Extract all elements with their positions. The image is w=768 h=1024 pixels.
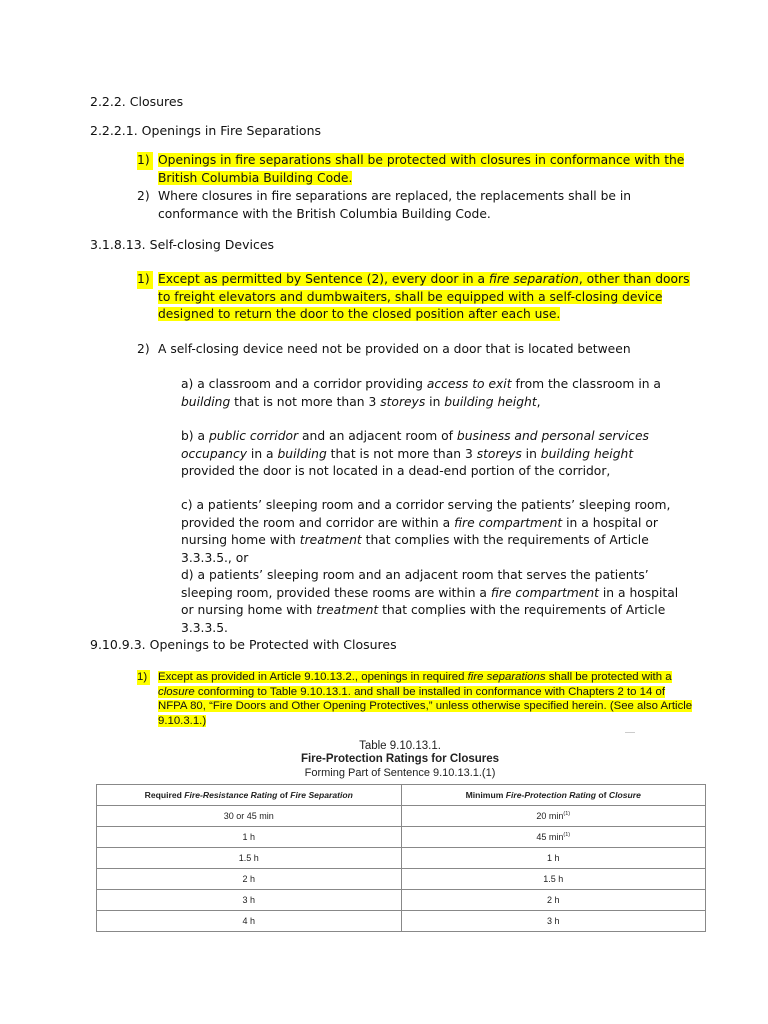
heading-closures: 2.2.2. Closures (90, 94, 184, 109)
table-title: Fire-Protection Ratings for Closures (300, 753, 500, 765)
sentence-text: A self-closing device need not be provided on a door that is located between (158, 342, 631, 356)
minimum-rating-cell: 2 h (401, 890, 706, 911)
sentence-number: 2) (137, 189, 150, 203)
heading-self-closing-devices: 3.1.8.13. Self-closing Devices (90, 237, 275, 252)
table-row (97, 827, 706, 848)
clause-c: c) a patients’ sleeping room and a corridor serving the patients’ sleeping room, provided the room and corridor are within a fire compartment in a hospital or nursing home with treatment that complies with the requirements of Article 3.3.3.5., or (181, 498, 671, 565)
required-rating-cell: 1 h (97, 827, 402, 848)
sentence-text: Except as permitted by Sentence (2), every door in a fire separation, other than doors to freight elevators and dumbwaiters, shall be equipped with a self-closing device designed to return the door to the closed position after each use. (158, 272, 690, 321)
table-row (97, 911, 706, 932)
required-rating-cell: 3 h (97, 890, 402, 911)
column-header-required-rating: Required Fire-Resistance Rating of Fire Separation (97, 785, 402, 806)
sentence-number: 2) (137, 342, 150, 356)
table-number: Table 9.10.13.1. (359, 740, 441, 752)
required-rating-cell: 30 or 45 min (97, 806, 402, 827)
table-subtitle: Forming Part of Sentence 9.10.13.1.(1) (304, 767, 496, 779)
clause-a: a) a classroom and a corridor providing access to exit from the classroom in a building that is not more than 3 storeys in building height, (181, 377, 661, 409)
divider (625, 732, 635, 733)
heading-openings-protected-closures: 9.10.9.3. Openings to be Protected with Closures (90, 637, 397, 652)
sentence-text: Except as provided in Article 9.10.13.2., openings in required fire separations shall be protected with a closure conforming to Table 9.10.13.1. and shall be installed in conformance with Chapters 2 to 14 of NFPA 80, “Fire Doors and Other Opening Protectives,” unless otherwise specified herein. (See also Article 9.10.3.1.) (158, 671, 693, 727)
table-header-row (97, 785, 706, 806)
sentence-number: 1) (137, 670, 150, 685)
heading-openings-fire-separations: 2.2.2.1. Openings in Fire Separations (90, 123, 322, 138)
minimum-rating-cell: 3 h (401, 911, 706, 932)
table-row (97, 848, 706, 869)
sentence-3-1-8-13-2 (137, 341, 697, 359)
defined-term: fire separation (488, 272, 579, 286)
minimum-rating-cell: 1.5 h (401, 869, 706, 890)
table-row (97, 869, 706, 890)
table-row (97, 806, 706, 827)
required-rating-cell: 4 h (97, 911, 402, 932)
table-row (97, 890, 706, 911)
required-rating-cell: 2 h (97, 869, 402, 890)
sentence-text: Where closures in fire separations are replaced, the replacements shall be in conformance with the British Columbia Building Code. (158, 189, 632, 221)
fire-protection-ratings-table (96, 784, 706, 932)
footnote-ref: (1) (563, 811, 571, 817)
clause-d: d) a patients’ sleeping room and an adjacent room that serves the patients’ sleeping room, provided these rooms are within a fire compartment in a hospital or nursing home with treatment that complies with the requirements of Article 3.3.3.5. (181, 568, 679, 635)
sentence-2-2-2-1-2 (137, 188, 697, 223)
minimum-rating-cell: 1 h (401, 848, 706, 869)
minimum-rating-cell: 45 $\min^{(1)}$ (401, 827, 706, 848)
sentence-number: 1) (137, 271, 153, 289)
footnote-ref: (1) (563, 832, 571, 838)
sentence-2-2-2-1-1 (137, 152, 697, 187)
sentence-text: Openings in fire separations shall be protected with closures in conformance with the British Columbia Building Code. (158, 153, 685, 185)
column-header-minimum-rating: Minimum Fire-Protection Rating of Closure (401, 785, 706, 806)
sentence-3-1-8-13-1 (137, 271, 697, 324)
clause-b: b) a public corridor and an adjacent room of business and personal services occupancy in a building that is not more than 3 storeys in building height provided the door is not located in a dead-end portion of the corridor, (181, 429, 649, 478)
sentence-9-10-9-3-1 (137, 670, 697, 728)
required-rating-cell: 1.5 h (97, 848, 402, 869)
minimum-rating-cell: 20 $\min^{(1)}$ (401, 806, 706, 827)
sentence-number: 1) (137, 152, 153, 170)
